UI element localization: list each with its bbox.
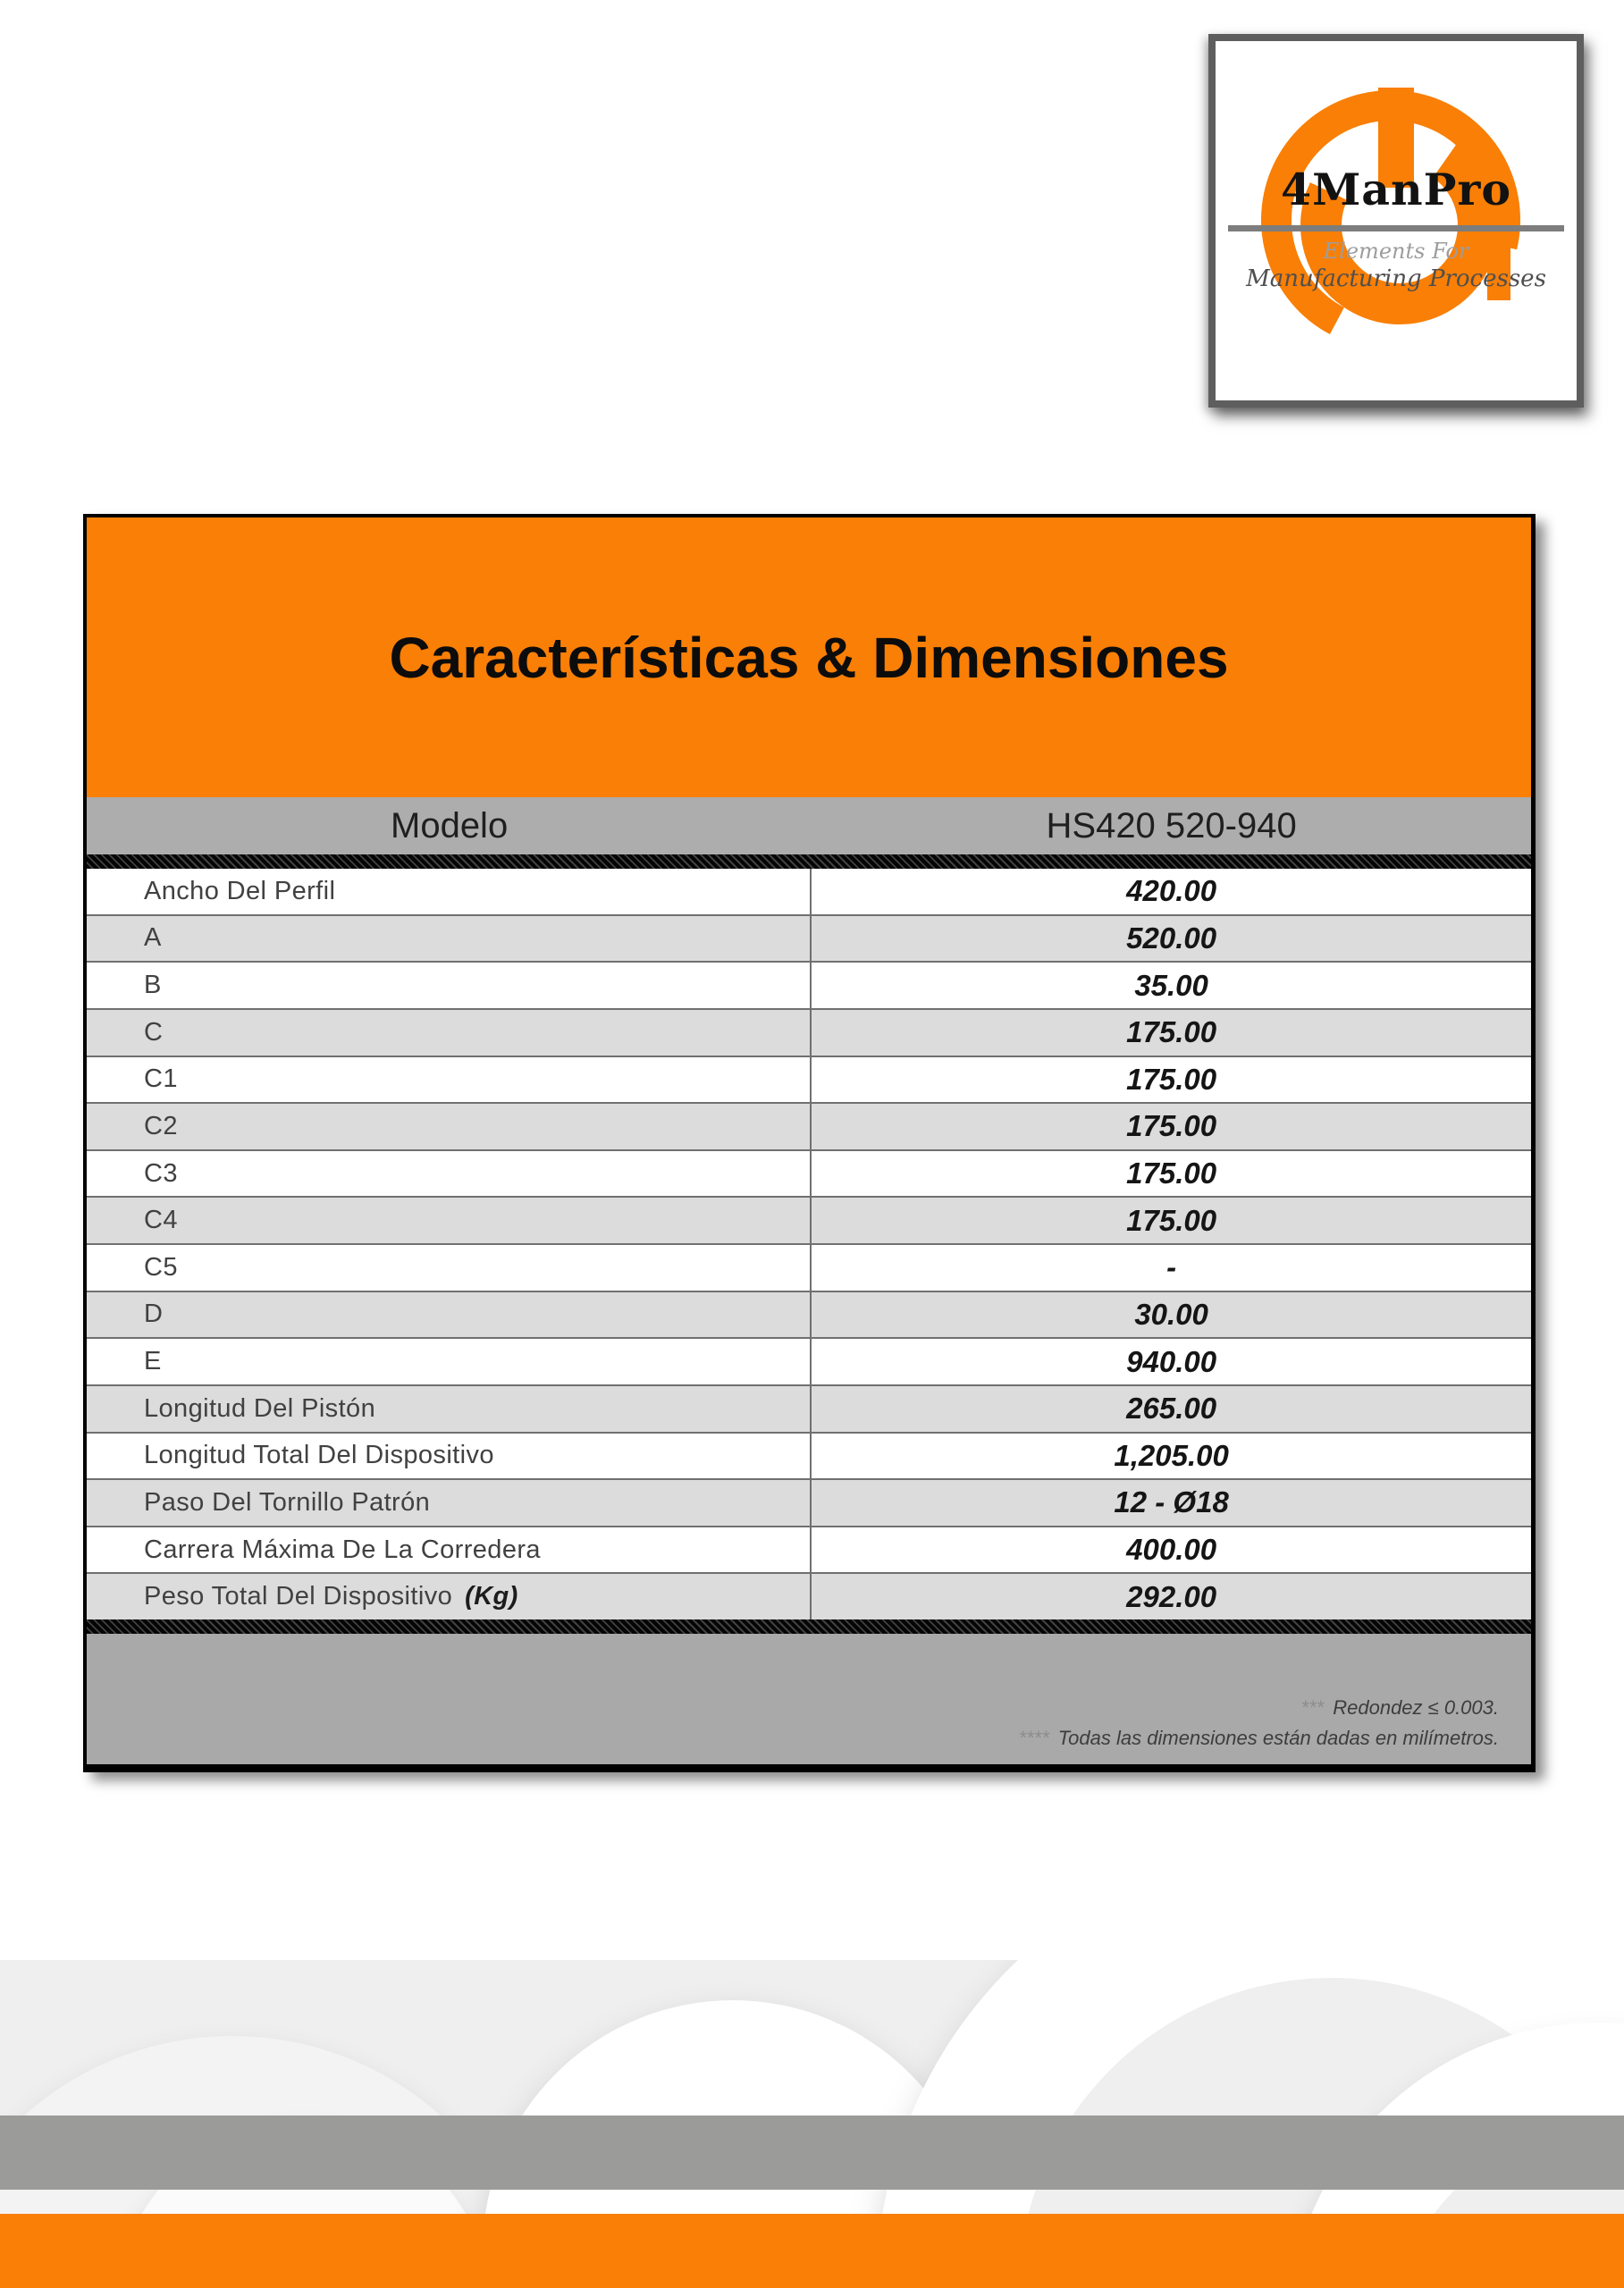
row-value-cell xyxy=(812,1151,1531,1197)
row-label: B xyxy=(144,971,162,1000)
row-label-cell xyxy=(87,1010,812,1056)
row-value: 420.00 xyxy=(1126,874,1217,908)
row-label: C4 xyxy=(144,1206,178,1235)
row-value-cell xyxy=(812,1574,1531,1619)
footer-orange-band xyxy=(0,2214,1624,2288)
footer-banner xyxy=(0,1960,1624,2288)
row-label: Longitud Del Pistón xyxy=(144,1393,376,1423)
table-row xyxy=(87,1243,1531,1291)
table-row xyxy=(87,961,1531,1008)
table-row xyxy=(87,869,1531,914)
table-row xyxy=(87,914,1531,962)
row-value: 175.00 xyxy=(1126,1109,1217,1143)
table-row xyxy=(87,1102,1531,1149)
row-value-cell xyxy=(812,1434,1531,1479)
row-value-cell xyxy=(812,916,1531,962)
footnote-stars: **** xyxy=(1018,1727,1049,1749)
logo-taglines xyxy=(1216,238,1577,293)
footnote-line xyxy=(1019,1693,1499,1723)
row-label-cell xyxy=(87,1527,812,1573)
row-label: Peso Total Del Dispositivo xyxy=(144,1582,453,1611)
table-row xyxy=(87,1291,1531,1338)
row-value: 400.00 xyxy=(1126,1533,1217,1567)
footnote-stars: *** xyxy=(1300,1696,1325,1719)
card-footer xyxy=(87,1634,1531,1764)
footnotes xyxy=(1019,1693,1499,1754)
table-row xyxy=(87,1196,1531,1243)
page-title: Características & Dimensiones xyxy=(389,625,1229,690)
row-label-cell xyxy=(87,1434,812,1479)
row-value-cell xyxy=(812,1010,1531,1056)
row-label: E xyxy=(144,1347,162,1376)
row-label-cell xyxy=(87,1245,812,1291)
row-label: C1 xyxy=(144,1064,178,1094)
row-value: 175.00 xyxy=(1126,1203,1217,1237)
row-value: 520.00 xyxy=(1126,921,1217,955)
row-label-cell xyxy=(87,1057,812,1103)
row-value-cell xyxy=(812,963,1531,1008)
row-label-cell xyxy=(87,1339,812,1384)
row-label-cell xyxy=(87,1574,812,1619)
row-value: 940.00 xyxy=(1126,1344,1217,1378)
row-value-cell xyxy=(812,1245,1531,1291)
table-row xyxy=(87,1008,1531,1056)
row-label: Ancho Del Perfil xyxy=(144,876,336,905)
logo-tagline-2: Manufacturing Processes xyxy=(1246,265,1546,292)
card-title-band xyxy=(87,517,1531,797)
footnote-text: Redondez ≤ 0.003. xyxy=(1333,1696,1499,1719)
row-value: 175.00 xyxy=(1126,1015,1217,1049)
logo-swirl-icon xyxy=(1216,41,1577,400)
row-label-cell xyxy=(87,1480,812,1526)
row-label-cell xyxy=(87,1104,812,1149)
row-value-cell xyxy=(812,1339,1531,1384)
row-value: 30.00 xyxy=(1134,1297,1208,1331)
table-row xyxy=(87,1572,1531,1619)
row-value-cell xyxy=(812,1480,1531,1526)
model-value: HS420 520-940 xyxy=(1046,805,1297,845)
table-row xyxy=(87,1149,1531,1197)
row-label: C xyxy=(144,1017,164,1047)
table-row xyxy=(87,1337,1531,1384)
table-row xyxy=(87,1478,1531,1526)
row-value-cell xyxy=(812,1057,1531,1103)
row-label-cell xyxy=(87,1292,812,1338)
model-header-row xyxy=(87,797,1531,854)
spec-table-body xyxy=(87,869,1531,1619)
logo-brand-text: 4ManPro xyxy=(1280,164,1512,215)
table-row xyxy=(87,1432,1531,1479)
row-value-cell xyxy=(812,1104,1531,1149)
divider-strip-bottom xyxy=(87,1619,1531,1634)
row-value-cell xyxy=(812,1198,1531,1243)
row-label: C5 xyxy=(144,1252,178,1282)
footnote-text: Todas las dimensiones están dadas en milímetros. xyxy=(1057,1727,1499,1749)
row-value: 265.00 xyxy=(1126,1392,1217,1426)
row-label-cell xyxy=(87,1151,812,1197)
model-label: Modelo xyxy=(391,805,509,845)
row-value: 175.00 xyxy=(1126,1062,1217,1096)
row-label-cell xyxy=(87,916,812,962)
logo-tagline-1: Elements For xyxy=(1323,239,1469,264)
row-value: 175.00 xyxy=(1126,1157,1217,1190)
row-value: 12 - Ø18 xyxy=(1114,1485,1229,1519)
table-row xyxy=(87,1384,1531,1432)
row-label-cell xyxy=(87,963,812,1008)
spec-card xyxy=(83,514,1536,1772)
row-label-cell xyxy=(87,1198,812,1243)
company-logo xyxy=(1208,34,1584,408)
row-value-cell xyxy=(812,1386,1531,1432)
row-label: C2 xyxy=(144,1111,178,1140)
row-label-cell xyxy=(87,869,812,914)
row-label: Longitud Total Del Dispositivo xyxy=(144,1441,494,1470)
row-label: C3 xyxy=(144,1158,178,1188)
row-label: Carrera Máxima De La Corredera xyxy=(144,1535,541,1564)
table-row xyxy=(87,1526,1531,1573)
footnote-line xyxy=(1019,1723,1499,1754)
divider-strip-top xyxy=(87,854,1531,869)
row-label-unit: (Kg) xyxy=(465,1582,518,1611)
row-value-cell xyxy=(812,869,1531,914)
row-label: Paso Del Tornillo Patrón xyxy=(144,1487,431,1517)
row-label-cell xyxy=(87,1386,812,1432)
table-row xyxy=(87,1056,1531,1103)
footer-gray-band xyxy=(0,2116,1624,2190)
row-value: 1,205.00 xyxy=(1114,1438,1229,1472)
row-value: 35.00 xyxy=(1134,968,1208,1002)
row-value-cell xyxy=(812,1292,1531,1338)
row-value: - xyxy=(1166,1250,1177,1284)
row-label: A xyxy=(144,923,162,953)
row-label: D xyxy=(144,1300,164,1329)
logo-divider xyxy=(1228,225,1564,231)
row-value: 292.00 xyxy=(1126,1579,1217,1613)
row-value-cell xyxy=(812,1527,1531,1573)
